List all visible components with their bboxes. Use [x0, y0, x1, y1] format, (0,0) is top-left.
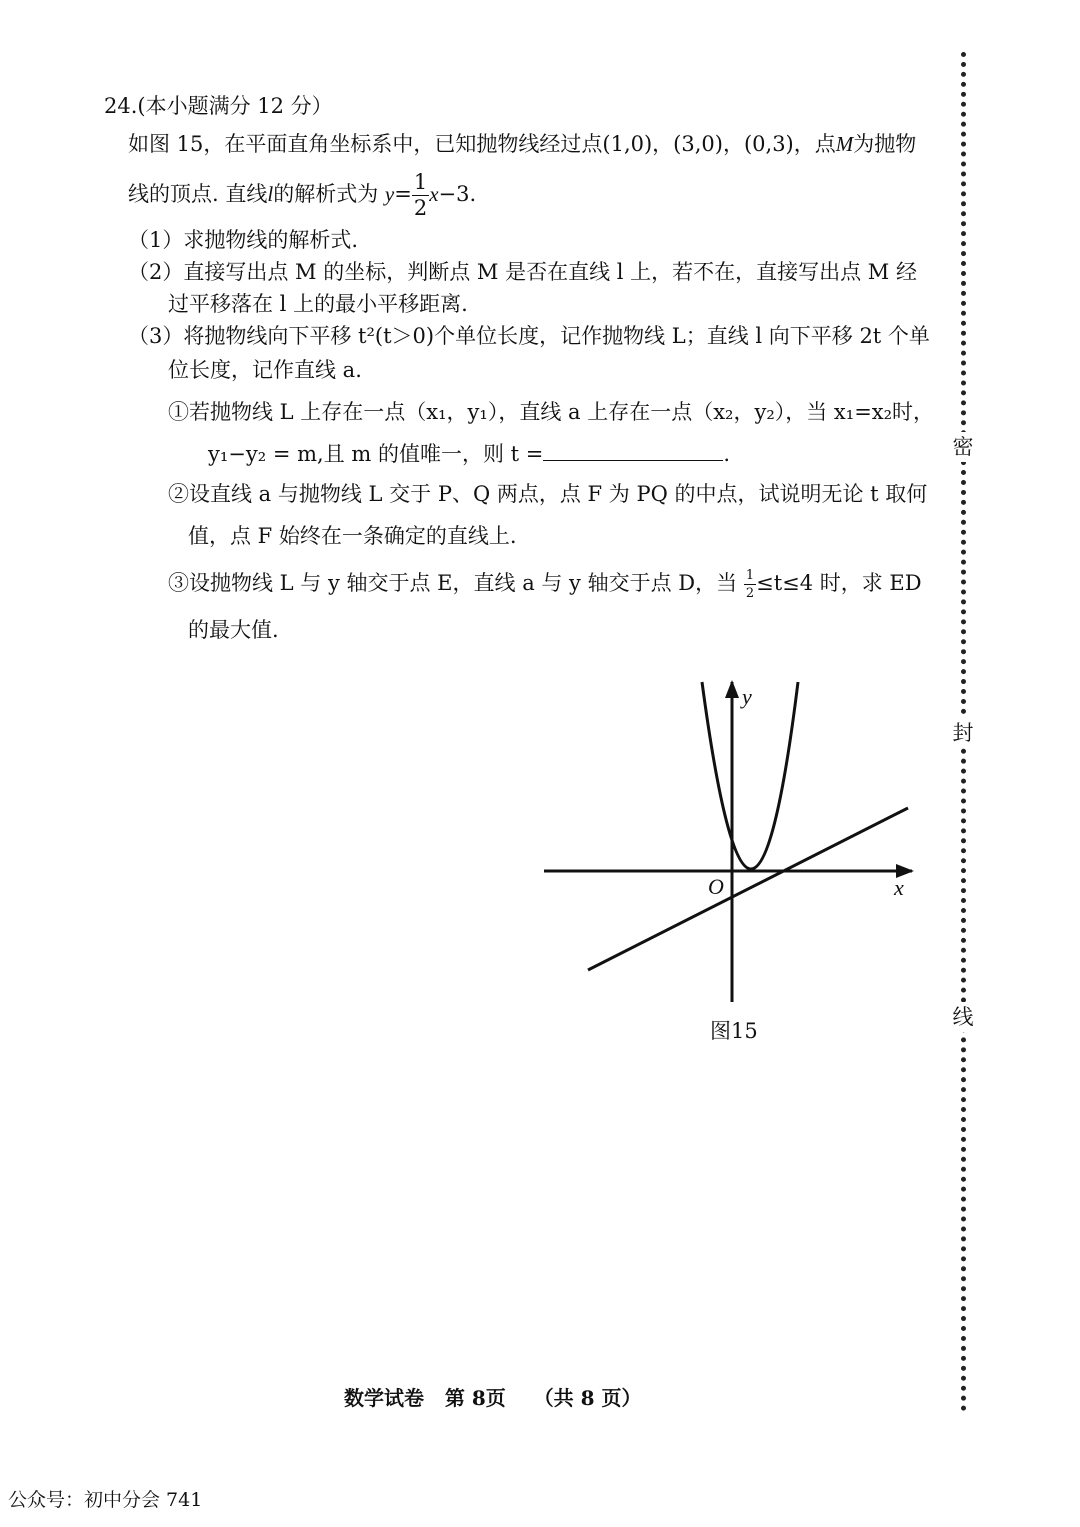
answer-blank[interactable]: [543, 440, 723, 461]
watermark-text: 公众号：初中分会 741: [8, 1489, 203, 1511]
intro-text-a: 如图 15，在平面直角坐标系中，已知抛物线经过点(1,0)，(3,0)，(0,3)，点: [128, 132, 836, 156]
problem-intro-line1: [128, 130, 916, 158]
question-2-line1: （2）直接写出点 M 的坐标，判断点 M 是否在直线 l 上，若不在，直接写出点 M 经: [128, 260, 917, 284]
y-axis-label: y: [742, 684, 752, 709]
intro-text-b: 为抛物: [853, 132, 917, 156]
seal-char-mi: 密: [948, 432, 978, 462]
fraction-numerator: 1: [413, 170, 428, 194]
intro2-text-a: 线的顶点. 直线: [128, 182, 268, 206]
subquestion-2-line2: 值，点 F 始终在一条确定的直线上.: [188, 524, 517, 548]
line-l-graph: [588, 808, 908, 970]
eq-y: y: [384, 182, 395, 206]
small-fraction-denominator: 2: [745, 586, 755, 601]
subquestion-1-line2: [208, 440, 730, 468]
sub3-text-b: ≤t≤4 时，求 ED: [756, 571, 922, 595]
sub1-end: .: [723, 442, 731, 466]
origin-label: O: [708, 874, 724, 899]
eq-x: x: [429, 182, 439, 206]
subquestion-3-line1: [168, 566, 922, 600]
seal-char-xian: 线: [948, 1002, 978, 1032]
seal-char-feng: 封: [948, 718, 978, 748]
figure-15: [530, 670, 930, 1020]
subquestion-3-line2: 的最大值.: [188, 618, 279, 642]
figure-caption: 图15: [710, 1019, 758, 1043]
subquestion-2-line1: ②设直线 a 与抛物线 L 交于 P、Q 两点，点 F 为 PQ 的中点，试说明无论 t 取何: [168, 482, 928, 506]
subquestion-1-line1: ①若抛物线 L 上存在一点（x₁，y₁），直线 a 上存在一点（x₂，y₂），当 x₁=x₂时，: [168, 400, 935, 424]
question-3-line2: 位长度，记作直线 a.: [168, 358, 362, 382]
page-footer: 数学试卷 第 8页 （共 8 页）: [344, 1386, 642, 1410]
eq-equals: =: [394, 182, 412, 206]
question-3-line1: （3）将抛物线向下平移 t²(t＞0)个单位长度，记作抛物线 L；直线 l 向下平移 2t 个单: [128, 324, 930, 348]
sub1-text: y₁−y₂ = m,且 m 的值唯一，则 t =: [208, 442, 544, 466]
problem-intro-line2: [128, 170, 476, 219]
line-l: l: [267, 182, 274, 206]
fraction-denominator: 2: [413, 196, 428, 220]
x-axis-label: x: [894, 875, 904, 900]
small-fraction-numerator: 1: [745, 568, 755, 583]
fraction-one-half: [412, 172, 429, 219]
problem-number: 24.(本小题满分 12 分）: [104, 94, 333, 118]
question-1: （1）求抛物线的解析式.: [128, 228, 359, 252]
sub3-text-a: ③设抛物线 L 与 y 轴交于点 E，直线 a 与 y 轴交于点 D，当: [168, 571, 738, 595]
point-M: M: [835, 132, 854, 156]
question-2-line2: 过平移落在 l 上的最小平移距离.: [168, 292, 468, 316]
eq-rest: −3.: [438, 182, 477, 206]
parabola-curve: [702, 682, 798, 869]
fraction-one-half-small: [744, 569, 756, 600]
intro2-text-b: 的解析式为: [273, 182, 379, 206]
